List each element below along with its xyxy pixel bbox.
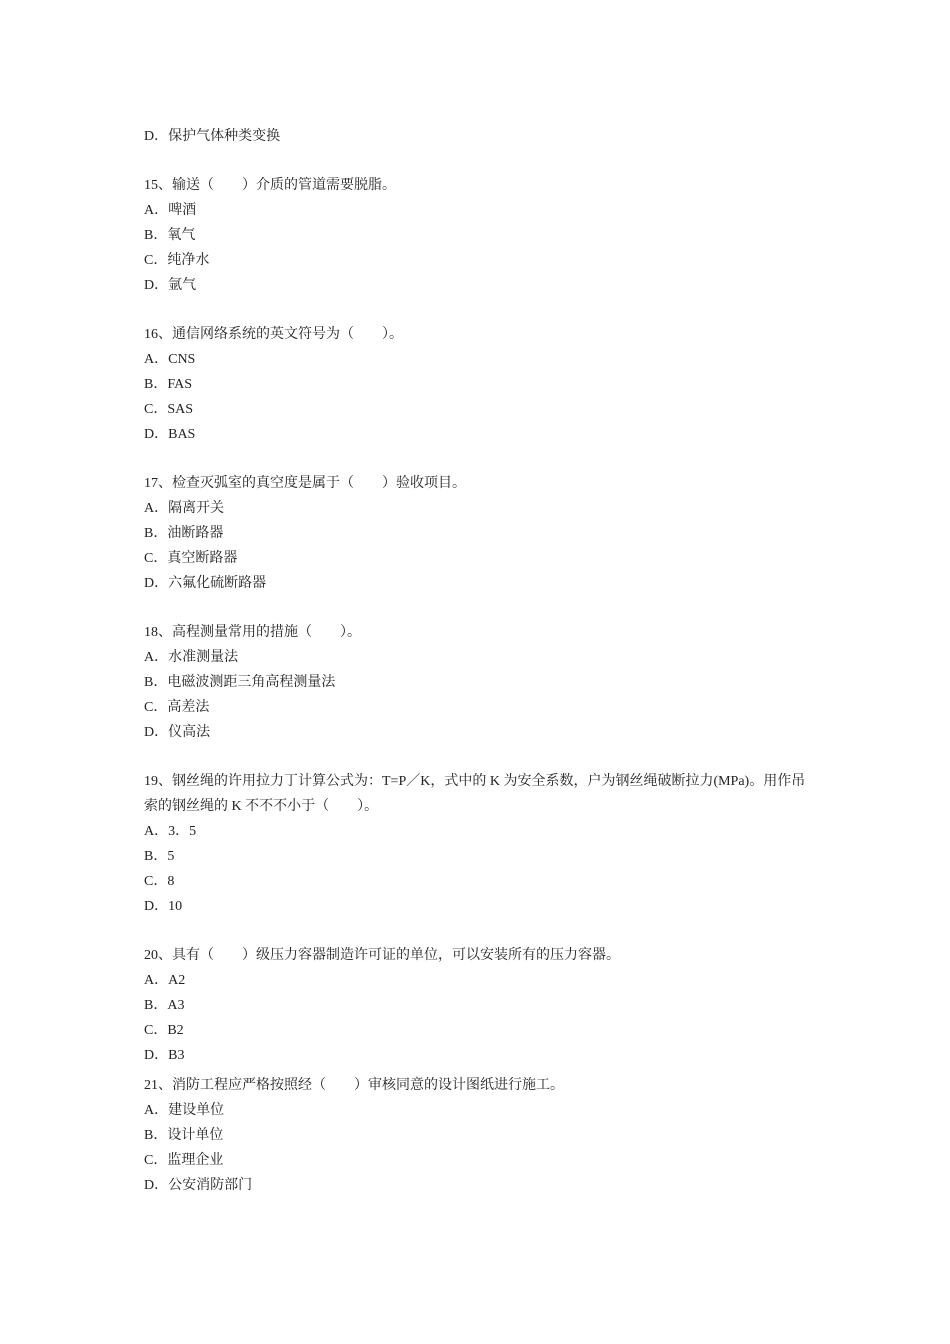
option-c: C．高差法 (144, 700, 210, 715)
option-b: B．电磁波测距三角高程测量法 (144, 675, 336, 690)
option-d: D．仪高法 (144, 725, 211, 740)
option-a: A．3．5 (144, 824, 197, 839)
option-b: B．5 (144, 849, 175, 864)
option-a: A．啤酒 (144, 203, 197, 218)
option-d: D．六氟化硫断路器 (144, 576, 267, 591)
question-stem: 17、检查灭弧室的真空度是属于（ ）验收项目。 (144, 476, 466, 491)
option-a: A．隔离开关 (144, 501, 225, 516)
option-a: A．CNS (144, 352, 196, 367)
option-d: D．公安消防部门 (144, 1178, 253, 1193)
option-c: C．SAS (144, 402, 194, 417)
option-c: C．纯净水 (144, 253, 210, 268)
option-b: B．油断路器 (144, 526, 224, 541)
option-b: B．FAS (144, 377, 192, 392)
document-page (144, 124, 814, 1198)
option-d: D．B3 (144, 1048, 185, 1063)
option-c: C．B2 (144, 1023, 184, 1038)
option-a: A．A2 (144, 973, 186, 988)
question-stem: 20、具有（ ）级压力容器制造许可证的单位，可以安装所有的压力容器。 (144, 948, 620, 963)
option-a: A．建设单位 (144, 1103, 225, 1118)
option-c: C．真空断路器 (144, 551, 238, 566)
option-d: D．BAS (144, 427, 196, 442)
option-d: D．氩气 (144, 278, 197, 293)
option-b: B．设计单位 (144, 1128, 224, 1143)
question-stem: 16、通信网络系统的英文符号为（ ）。 (144, 327, 403, 342)
option-a: A．水准测量法 (144, 650, 239, 665)
question-21 (144, 1073, 814, 1198)
question-15 (144, 173, 814, 298)
option-c: C．8 (144, 874, 175, 889)
question-stem: 19、钢丝绳的许用拉力丁计算公式为：T=P／K，式中的 K 为安全系数，户为钢丝绳破断拉力(MPa)。用作吊索的钢丝绳的 K 不不不小于（ ）。 (144, 774, 806, 814)
option-d: D．10 (144, 899, 183, 914)
option-c: C．监理企业 (144, 1153, 224, 1168)
question-20 (144, 943, 814, 1068)
question-18 (144, 620, 814, 745)
question-stem: 18、高程测量常用的措施（ ）。 (144, 625, 361, 640)
question-17 (144, 471, 814, 596)
question-19 (144, 769, 814, 919)
option-b: B．氧气 (144, 228, 196, 243)
option-b: B．A3 (144, 998, 185, 1013)
option-q14-d: D．保护气体种类变换 (144, 129, 281, 144)
question-stem: 15、输送（ ）介质的管道需要脱脂。 (144, 178, 396, 193)
question-16 (144, 322, 814, 447)
question-stem: 21、消防工程应严格按照经（ ）审核同意的设计图纸进行施工。 (144, 1078, 564, 1093)
